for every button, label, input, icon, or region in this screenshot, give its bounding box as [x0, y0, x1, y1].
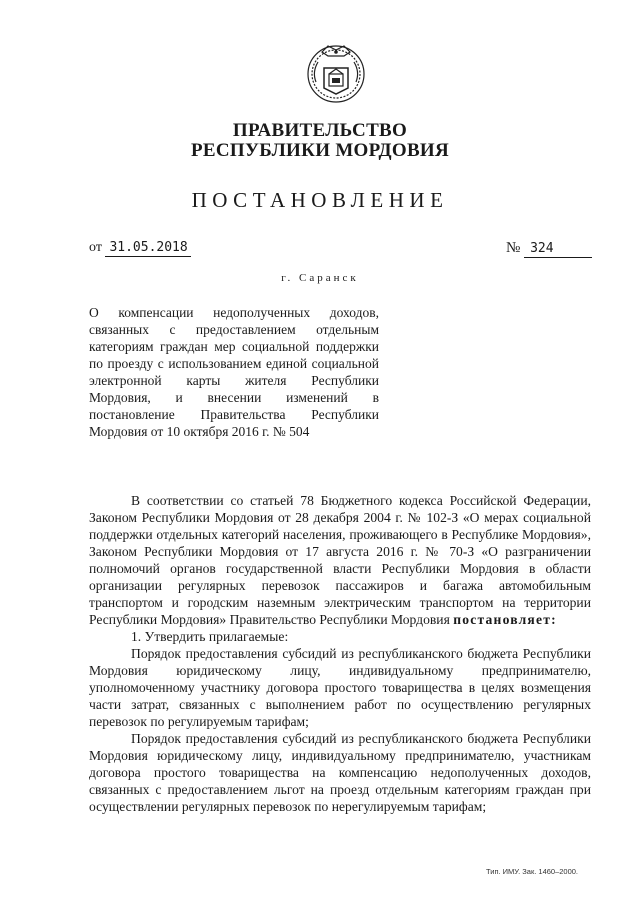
print-footer: Тип. ИМУ. Зак. 1460–2000.	[486, 867, 579, 876]
intro-paragraph	[89, 492, 591, 628]
number-field	[506, 240, 592, 258]
procedure-paragraph-1: Порядок предоставления субсидий из республиканского бюджета Республики Мордовия юридическому лицу, индивидуальному предпринимателю, уполномоченному участнику договора простого товарищества в целях возмещения части затрат, связанных с выполнением работ по осуществлению регулярных перевозок по регулируемым тарифам;	[89, 646, 591, 729]
resolves-word: постановляет:	[453, 612, 557, 627]
decree-body	[89, 492, 591, 815]
government-title-line1: ПРАВИТЕЛЬСТВО	[232, 120, 408, 141]
date-prefix: от	[89, 240, 102, 255]
coat-of-arms-emblem	[302, 38, 370, 106]
city-label: г. Саранск	[281, 272, 359, 284]
decree-subject: О компенсации недополученных доходов, связанных с предоставлением отдельным категориям граждан мер социальной поддержки по проезду с использованием единой социальной электронной карты жителя Республики Мордовия, и внесении изменений в постановление Правительства Республики Мордовия от 10 октября 2016 г. № 504	[89, 305, 379, 439]
procedure-paragraph-2: Порядок предоставления субсидий из республиканского бюджета Республики Мордовия юридическому лицу, индивидуальному предпринимателю, участникам договора простого товарищества на компенсацию недополученных доходов, связанных с предоставлением льгот на проезд отдельным категориям граждан при осуществлении регулярных перевозок по нерегулируемым тарифам;	[89, 731, 591, 814]
number-value: 324	[524, 241, 592, 258]
intro-text: В соответствии со статьей 78 Бюджетного кодекса Российской Федерации, Законом Республики Мордовия от 28 декабря 2004 г. № 102-З «О мерах социальной поддержки отдельных категорий населения, проживающего в Республике Мордовия», Законом Республики Мордовия от 17 августа 2016 г. № 70-З «О разграничении полномочий органов государственной власти Республики Мордовия в области организации регулярных перевозок пассажиров и багажа автомобильным транспортом и городским наземным электрическим транспортом на территории Республики Мордовия» Правительство Республики Мордовия	[89, 493, 591, 627]
item-1: 1. Утвердить прилагаемые:	[131, 629, 289, 644]
date-field	[89, 240, 191, 257]
date-value: 31.05.2018	[105, 240, 191, 257]
document-type-title: ПОСТАНОВЛЕНИЕ	[191, 188, 449, 212]
number-prefix: №	[506, 240, 521, 256]
government-title-line2: РЕСПУБЛИКИ МОРДОВИЯ	[190, 140, 450, 161]
